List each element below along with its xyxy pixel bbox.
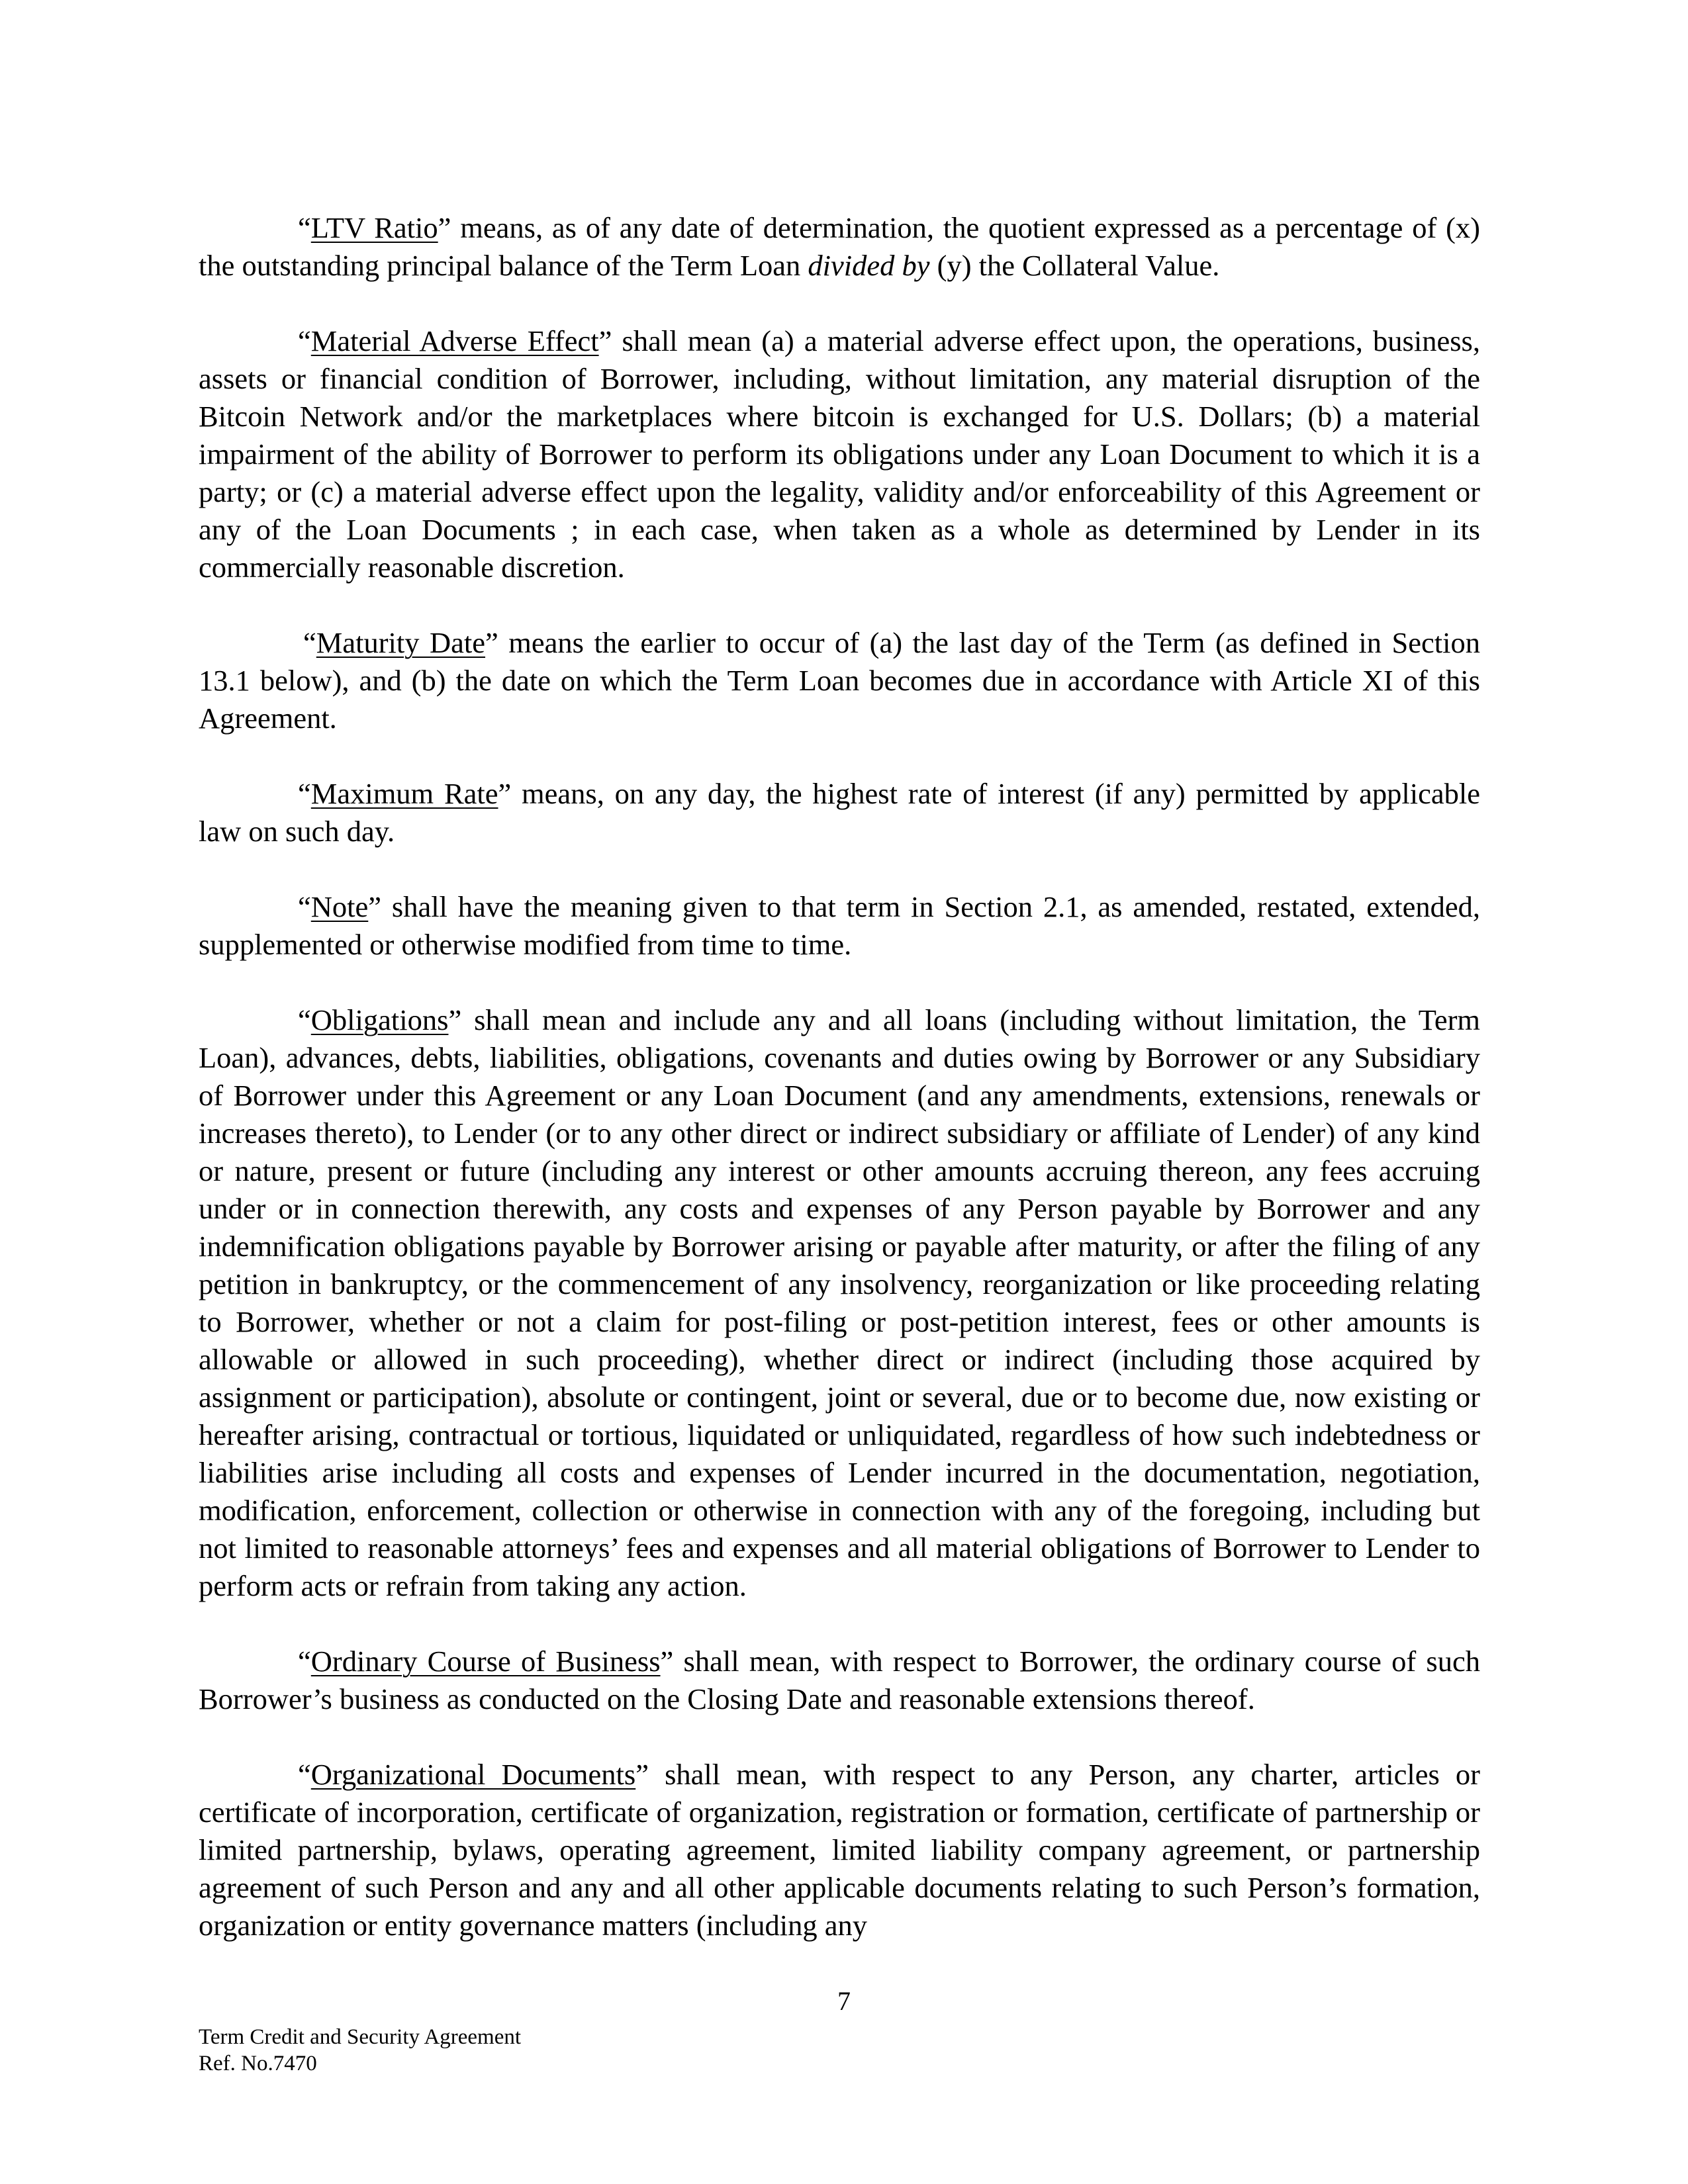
open-quote: “	[298, 1758, 311, 1791]
definition-text: ” shall mean, with respect to any Person, any charter, articles or certificate of incorporation, certificate of organization, registration or formation, certificate of partnership or limited partnership, bylaws, operating agreement, limited liability company agreement, or partnership agreement of such Person and any and all other applicable documents relating to such Person’s formation, organization or entity governance matters (including any	[199, 1758, 1481, 1942]
definition-maturity-date	[199, 624, 1480, 737]
page-footer	[199, 2024, 521, 2077]
definition-text: ” shall mean (a) a material adverse effect upon, the operations, business, assets or financial condition of Borrower, including, without limitation, any material disruption of the Bitcoin Network and/or the marketplaces where bitcoin is exchanged for U.S. Dollars; (b) a material impairment of the ability of Borrower to perform its obligations under any Loan Document to which it is a party; or (c) a material adverse effect upon the legality, validity and/or enforceability of this Agreement or any of the Loan Documents ; in each case, when taken as a whole as determined by Lender in its commercially reasonable discretion.	[199, 324, 1480, 584]
defined-term: Organizational Documents	[310, 1758, 636, 1791]
open-quote: “	[298, 890, 311, 923]
open-quote: “	[298, 1645, 311, 1678]
defined-term: Note	[310, 890, 369, 923]
page-number: 7	[837, 1986, 851, 2016]
defined-term: Ordinary Course of Business	[310, 1645, 661, 1678]
defined-term: Maturity Date	[316, 626, 486, 659]
defined-term: Obligations	[310, 1003, 449, 1036]
definition-text: ” shall mean, with respect to Borrower, the ordinary course of such Borrower’s business as conducted on the Closing Date and reasonable extensions thereof.	[199, 1645, 1481, 1715]
definition-text: ” shall have the meaning given to that term in Section 2.1, as amended, restated, extended, supplemented or otherwise modified from time to time.	[199, 890, 1480, 961]
definition-text: ” means, on any day, the highest rate of interest (if any) permitted by applicable law on such day.	[199, 777, 1480, 848]
document-body	[199, 209, 1480, 1944]
defined-term: Material Adverse Effect	[310, 324, 599, 357]
definition-ltv-ratio	[199, 209, 1480, 285]
definition-note	[199, 888, 1480, 964]
definition-material-adverse-effect	[199, 322, 1480, 586]
definition-text: ” means the earlier to occur of (a) the last day of the Term (as defined in Section 13.1 below), and (b) the date on which the Term Loan becomes due in accordance with Article XI of this Agreement.	[199, 626, 1480, 735]
definition-ordinary-course-of-business	[199, 1643, 1480, 1718]
definition-maximum-rate	[199, 775, 1480, 850]
defined-term: Maximum Rate	[310, 777, 498, 810]
open-quote: “	[298, 1003, 311, 1036]
open-quote: “	[298, 324, 311, 357]
definition-obligations	[199, 1001, 1480, 1605]
open-quote: “	[303, 626, 316, 659]
emphasized-text: divided by	[808, 249, 930, 282]
defined-term: LTV Ratio	[310, 211, 438, 244]
definition-text: ” shall mean and include any and all loans (including without limitation, the Term Loan), advances, debts, liabilities, obligations, covenants and duties owing by Borrower or any Subsidiary of Borrower under this Agreement or any Loan Document (and any amendments, extensions, renewals or increases thereto), to Lender (or to any other direct or indirect subsidiary or affiliate of Lender) of any kind or nature, present or future (including any interest or other amounts accruing thereon, any fees accruing under or in connection therewith, any costs and expenses of any Person payable by Borrower and any indemnification obligations payable by Borrower arising or payable after maturity, or after the filing of any petition in bankruptcy, or the commencement of any insolvency, reorganization or like proceeding relating to Borrower, whether or not a claim for post-filing or post-petition interest, fees or other amounts is allowable or allowed in such proceeding), whether direct or indirect (including those acquired by assignment or participation), absolute or contingent, joint or several, due or to become due, now existing or hereafter arising, contractual or tortious, liquidated or unliquidated, regardless of how such indebtedness or liabilities arise including all costs and expenses of Lender incurred in the documentation, negotiation, modification, enforcement, collection or otherwise in connection with any of the foregoing, including but not limited to reasonable attorneys’ fees and expenses and all material obligations of Borrower to Lender to perform acts or refrain from taking any action.	[199, 1003, 1480, 1602]
definition-text: (y) the Collateral Value.	[929, 249, 1220, 282]
footer-document-title: Term Credit and Security Agreement	[199, 2025, 522, 2049]
definition-organizational-documents	[199, 1756, 1480, 1944]
footer-reference-number: Ref. No.7470	[199, 2052, 317, 2075]
open-quote: “	[298, 211, 311, 244]
definition-text: ” means, as of any date of determination, the quotient expressed as a percentage of (x) the outstanding principal balance of the Term Loan	[199, 211, 1481, 282]
open-quote: “	[298, 777, 311, 810]
